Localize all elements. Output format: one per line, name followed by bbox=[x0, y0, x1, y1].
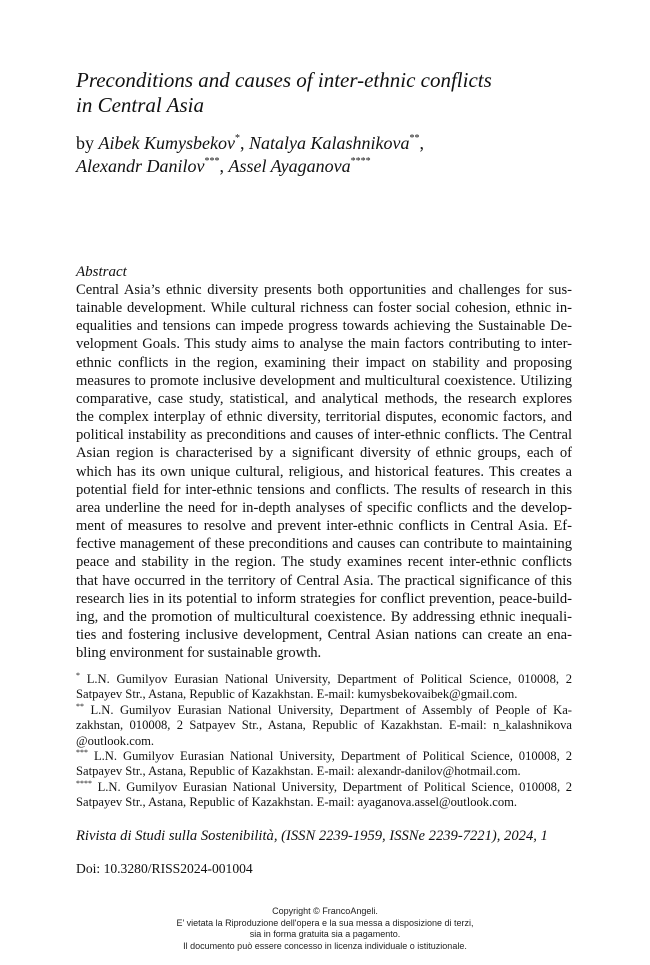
copyright-line: Copyright © FrancoAngeli. bbox=[272, 906, 378, 916]
abstract-line: potential field for inter-ethnic tensions and conflicts. The results of research in this bbox=[76, 481, 572, 498]
abstract-line: measures to promote inclusive development and multicultural coexistence. Utilizing bbox=[76, 372, 572, 389]
author-name: Alexandr Danilov bbox=[76, 156, 205, 176]
footnotes bbox=[76, 672, 572, 811]
footnote-line bbox=[76, 749, 572, 764]
author-mark: **** bbox=[350, 156, 371, 167]
abstract-line: ing, and the promotion of multicultural coexistence. By addressing ethnic inequali- bbox=[76, 608, 572, 625]
footnote-mark: *** bbox=[76, 748, 88, 758]
abstract-line: ment of measures to resolve and prevent inter-ethnic conflicts in Central Asia. Ef- bbox=[76, 518, 572, 535]
abstract-line: ethnic conflicts in the region, examining their impact on stability and proposing bbox=[76, 354, 572, 371]
footnote-text: L.N. Gumilyov Eurasian National University, Department of Assembly of People of Ka- bbox=[90, 702, 572, 717]
abstract-line: comparative, case study, statistical, and analytical methods, the research explores bbox=[76, 390, 572, 407]
author-mark: *** bbox=[204, 156, 220, 167]
footnote-text: Satpayev Str., Astana, Republic of Kazakhstan. E-mail: alexandr-danilov@hotmail.com. bbox=[76, 764, 521, 779]
title-line-1: Preconditions and causes of inter-ethnic conflicts bbox=[76, 68, 492, 92]
by-label: by bbox=[76, 133, 99, 153]
abstract-line: research lies in its potential to inform strategies for conflict prevention, peace-build- bbox=[76, 590, 572, 607]
author-mark: * bbox=[234, 133, 240, 144]
author-name: Natalya Kalashnikova bbox=[248, 133, 410, 153]
footnote-text: @outlook.com. bbox=[76, 733, 155, 748]
article-title bbox=[76, 68, 596, 118]
footnote-line bbox=[76, 734, 572, 749]
footnote-line bbox=[76, 703, 572, 718]
author-mark: ** bbox=[409, 133, 420, 144]
abstract-line: which has its own unique cultural, religious, and historical features. This creates a bbox=[76, 463, 572, 480]
abstract-line: fective management of these preconditions and causes can contribute to maintaining bbox=[76, 536, 572, 553]
footnote-line bbox=[76, 672, 572, 687]
footnote-line bbox=[76, 764, 572, 779]
abstract-line: Central Asia’s ethnic diversity presents both opportunities and challenges for sus- bbox=[76, 282, 572, 298]
abstract-line: velopment Goals. This study aims to analyse the main factors contributing to inter- bbox=[76, 336, 572, 353]
doi: Doi: 10.3280/RISS2024-001004 bbox=[76, 861, 253, 876]
footnote-text: L.N. Gumilyov Eurasian National University, Department of Political Science, 010008, 2 bbox=[86, 672, 572, 686]
abstract-heading: Abstract bbox=[76, 264, 127, 280]
footnote-mark: * bbox=[76, 671, 80, 680]
abstract-line: ties and fostering inclusive development, Central Asian nations can create an ena- bbox=[76, 626, 572, 643]
abstract-line: equalities and tensions can impede progress towards achieving the Sustainable De- bbox=[76, 318, 572, 335]
abstract-line: that have occurred in the territory of Central Asia. The practical significance of this bbox=[76, 572, 572, 589]
abstract-body bbox=[76, 281, 572, 662]
copyright-line: E' vietata la Riproduzione dell'opera e la sua messa a disposizione di terzi, bbox=[176, 917, 474, 928]
author-separator: , bbox=[219, 156, 229, 176]
author-name: Assel Ayaganova bbox=[228, 156, 351, 176]
abstract-line: Asian region is characterised by a significant diversity of ethnic groups, each of bbox=[76, 445, 572, 462]
abstract-line: bling environment for sustainable growth. bbox=[76, 645, 322, 662]
abstract-line: area underline the need for in-depth analyses of specific conflicts and the develop- bbox=[76, 499, 572, 516]
footnote-text: Satpayev Str., Astana, Republic of Kazakhstan. E-mail: ayaganova.assel@outlook.com. bbox=[76, 795, 518, 810]
journal-citation: Rivista di Studi sulla Sostenibilità, (ISSN 2239-1959, ISSNe 2239-7221), 2024, 1 bbox=[76, 828, 548, 844]
copyright-line: sia in forma gratuita sia a pagamento. bbox=[249, 929, 401, 939]
footnote-text: L.N. Gumilyov Eurasian National University, Department of Political Science, 010008, 2 bbox=[97, 779, 572, 794]
copyright-line: Il documento può essere concesso in licenza individuale o istituzionale. bbox=[183, 940, 467, 951]
footnote-line bbox=[76, 795, 572, 810]
abstract-line: the complex interplay of ethnic diversity, territorial disputes, economic factors, and bbox=[76, 409, 572, 426]
author-separator: , bbox=[239, 133, 249, 153]
footnote-line bbox=[76, 718, 572, 733]
footnote-text: zakhstan, 010008, 2 Satpayev Str., Astana, Republic of Kazakhstan. E-mail: n_kalashnikova bbox=[76, 718, 572, 733]
copyright-notice bbox=[0, 906, 650, 952]
author-name: Aibek Kumysbekov bbox=[98, 133, 235, 153]
footnote-line bbox=[76, 687, 572, 702]
author-list bbox=[76, 132, 596, 178]
author-separator: , bbox=[419, 133, 424, 153]
footnote-text: Satpayev Str., Astana, Republic of Kazakhstan. E-mail: kumysbekovaibek@gmail.com. bbox=[76, 687, 518, 702]
footnote-text: L.N. Gumilyov Eurasian National University, Department of Political Science, 010008, 2 bbox=[93, 749, 572, 764]
footnote-mark: ** bbox=[76, 701, 84, 711]
abstract-line: peace and stability in the region. The study examines recent inter-ethnic conflicts bbox=[76, 554, 572, 571]
abstract-line: tainable development. While cultural richness can foster social cohesion, ethnic in- bbox=[76, 300, 572, 317]
footnote-mark: **** bbox=[76, 778, 92, 788]
abstract-line: political instability as preconditions and causes of inter-ethnic conflicts. The Central bbox=[76, 427, 572, 444]
footnote-line bbox=[76, 780, 572, 795]
title-line-2: in Central Asia bbox=[76, 93, 204, 117]
